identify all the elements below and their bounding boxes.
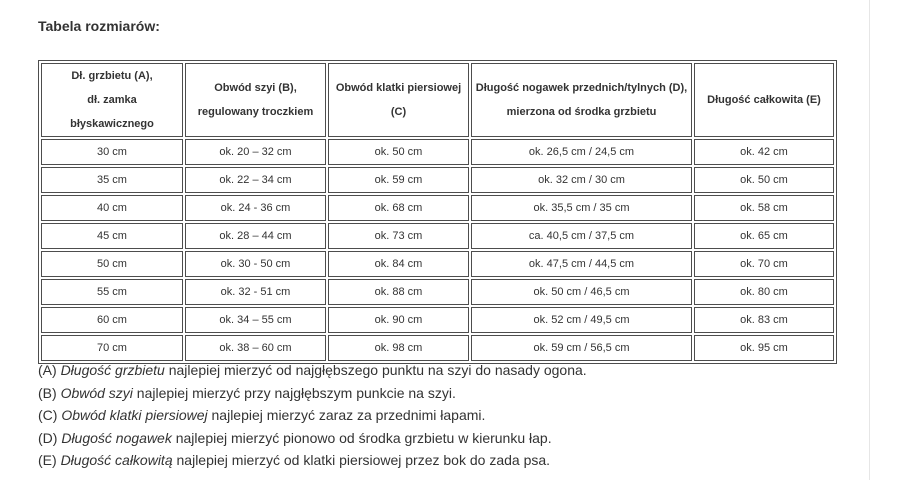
table-row — [41, 223, 834, 249]
table-cell: ok. 20 – 32 cm — [185, 139, 326, 165]
header-leg-length — [471, 63, 692, 137]
note-text: najlepiej mierzyć zaraz za przednimi łapami. — [207, 407, 486, 423]
page-title: Tabela rozmiarów: — [38, 18, 160, 34]
table-cell: 55 cm — [41, 279, 183, 305]
table-cell: ok. 50 cm — [694, 167, 834, 193]
table-cell: ok. 26,5 cm / 24,5 cm — [471, 139, 692, 165]
table-cell: 35 cm — [41, 167, 183, 193]
table-cell: ok. 95 cm — [694, 335, 834, 361]
table-cell: ok. 28 – 44 cm — [185, 223, 326, 249]
header-back-length — [41, 63, 183, 137]
size-table — [38, 60, 837, 364]
header-line: Długość całkowita (E) — [707, 94, 821, 106]
note-term: Długość całkowitą — [60, 452, 173, 468]
table-row — [41, 335, 834, 361]
table-cell: ok. 88 cm — [328, 279, 469, 305]
note-item — [38, 359, 587, 382]
note-prefix: (A) — [38, 362, 61, 378]
table-cell: 70 cm — [41, 335, 183, 361]
table-cell: ca. 40,5 cm / 37,5 cm — [471, 223, 692, 249]
table-cell: 45 cm — [41, 223, 183, 249]
header-line: Długość nogawek przednich/tylnych (D), — [475, 82, 688, 94]
table-cell: 50 cm — [41, 251, 183, 277]
table-cell: ok. 50 cm — [328, 139, 469, 165]
table-cell: ok. 90 cm — [328, 307, 469, 333]
note-text: najlepiej mierzyć od klatki piersiowej przez bok do zada psa. — [172, 452, 551, 468]
table-cell: ok. 52 cm / 49,5 cm — [471, 307, 692, 333]
table-row — [41, 251, 834, 277]
table-row — [41, 195, 834, 221]
note-term: Długość grzbietu — [60, 362, 165, 378]
header-line: Obwód klatki piersiowej — [335, 82, 462, 94]
note-item — [38, 449, 587, 472]
header-line: mierzona od środka grzbietu — [506, 106, 657, 118]
table-cell: ok. 32 - 51 cm — [185, 279, 326, 305]
table-cell: ok. 80 cm — [694, 279, 834, 305]
note-item — [38, 382, 587, 405]
table-cell: ok. 68 cm — [328, 195, 469, 221]
table-cell: ok. 24 - 36 cm — [185, 195, 326, 221]
table-cell: ok. 65 cm — [694, 223, 834, 249]
note-prefix: (E) — [38, 452, 61, 468]
table-cell: ok. 59 cm / 56,5 cm — [471, 335, 692, 361]
note-text: najlepiej mierzyć przy najgłębszym punkcie na szyi. — [132, 384, 456, 401]
note-text: najlepiej mierzyć od najgłębszego punktu na szyi do nasady ogona. — [164, 362, 587, 378]
table-cell: ok. 59 cm — [328, 167, 469, 193]
header-line: Dł. grzbietu (A), — [71, 70, 153, 82]
table-cell: ok. 30 - 50 cm — [185, 251, 326, 277]
note-term: Długość nogawek — [61, 429, 172, 446]
table-row — [41, 139, 834, 165]
table-cell: ok. 22 – 34 cm — [185, 167, 326, 193]
header-line: (C) — [390, 106, 407, 118]
table-cell: ok. 58 cm — [694, 195, 834, 221]
header-line: dł. zamka błyskawicznego — [70, 94, 154, 130]
header-line: Obwód szyi (B), — [214, 82, 297, 94]
table-cell: ok. 42 cm — [694, 139, 834, 165]
note-term: Obwód szyi — [60, 384, 133, 401]
table-cell: ok. 32 cm / 30 cm — [471, 167, 692, 193]
note-prefix: (D) — [38, 429, 62, 446]
table-cell: 60 cm — [41, 307, 183, 333]
note-item — [38, 427, 587, 450]
table-cell: ok. 73 cm — [328, 223, 469, 249]
note-term: Obwód klatki piersiowej — [61, 407, 208, 423]
header-neck-circumference — [185, 63, 326, 137]
table-body — [41, 139, 834, 361]
table-cell: ok. 98 cm — [328, 335, 469, 361]
table-cell: ok. 34 – 55 cm — [185, 307, 326, 333]
table-cell: 30 cm — [41, 139, 183, 165]
table-row — [41, 279, 834, 305]
table-header-row — [41, 63, 834, 137]
table-cell: ok. 70 cm — [694, 251, 834, 277]
note-text: najlepiej mierzyć pionowo od środka grzbietu w kierunku łap. — [171, 429, 552, 446]
table-cell: ok. 38 – 60 cm — [185, 335, 326, 361]
table-cell: ok. 83 cm — [694, 307, 834, 333]
note-item — [38, 404, 587, 427]
table-row — [41, 307, 834, 333]
table-cell: ok. 84 cm — [328, 251, 469, 277]
table-row — [41, 167, 834, 193]
content-edge-divider — [869, 0, 870, 480]
note-prefix: (C) — [38, 407, 62, 423]
header-line: regulowany troczkiem — [197, 106, 314, 118]
header-chest-circumference — [328, 63, 469, 137]
table-cell: ok. 35,5 cm / 35 cm — [471, 195, 692, 221]
measurement-notes — [38, 359, 587, 472]
table-cell: ok. 47,5 cm / 44,5 cm — [471, 251, 692, 277]
table-cell: 40 cm — [41, 195, 183, 221]
header-total-length — [694, 63, 834, 137]
note-prefix: (B) — [38, 384, 61, 401]
table-cell: ok. 50 cm / 46,5 cm — [471, 279, 692, 305]
